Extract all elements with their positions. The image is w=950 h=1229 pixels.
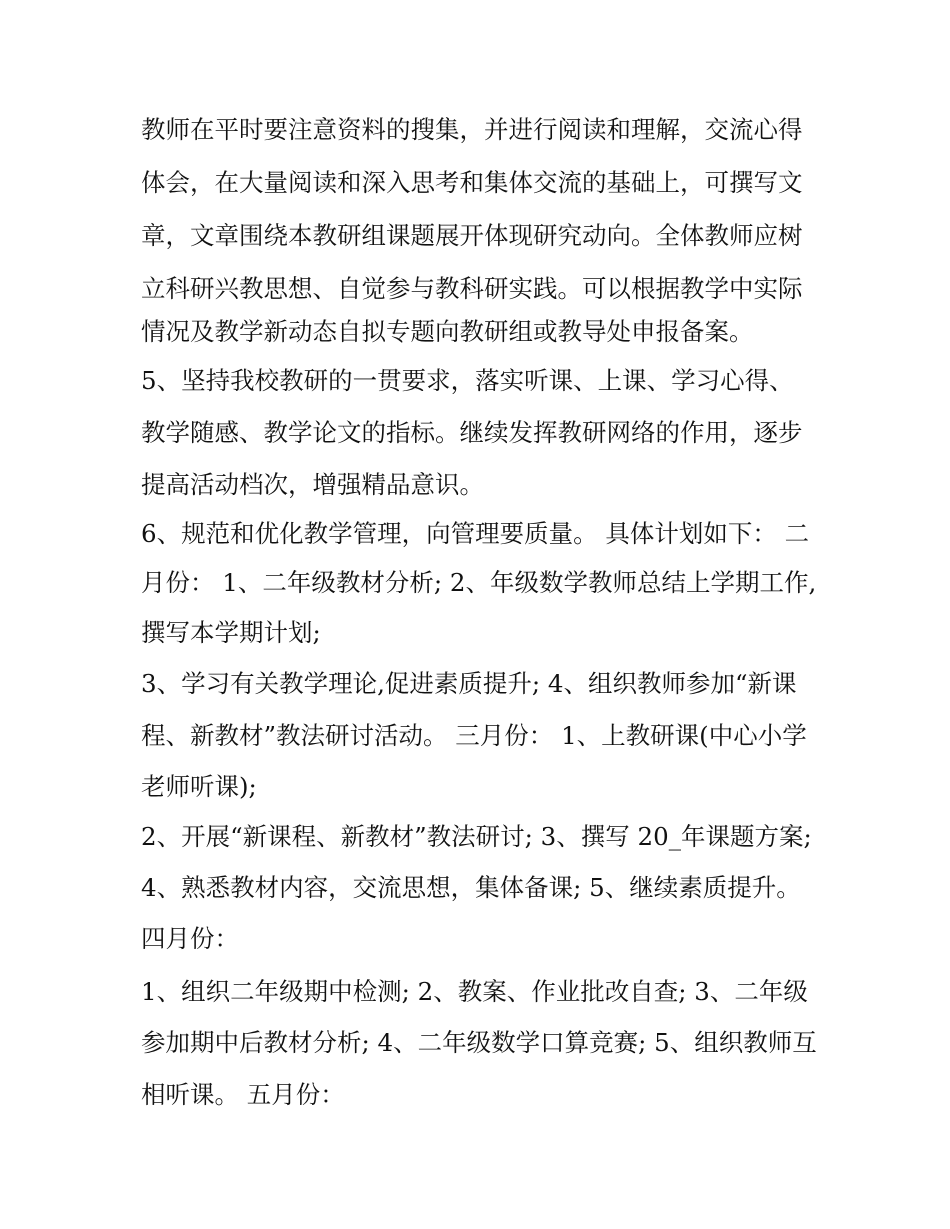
text-line: 提高活动档次，增强精品意识。 <box>141 470 484 499</box>
text-line: 体会，在大量阅读和深入思考和集体交流的基础上，可撰写文 <box>141 168 803 197</box>
text-line: 老师听课); <box>141 772 257 801</box>
text-line: 教学随感、教学论文的指标。继续发挥教研网络的作用，逐步 <box>141 418 803 447</box>
text-line: 2、开展“新课程、新教材”教法研讨; 3、撰写 20_年课题方案; <box>141 822 812 851</box>
text-line: 四月份： <box>141 924 239 953</box>
text-line: 章，文章围绕本教研组课题展开体现研究动向。全体教师应树 <box>141 221 803 250</box>
text-line: 参加期中后教材分析; 4、二年级数学口算竞赛; 5、组织教师互 <box>141 1028 817 1057</box>
text-line: 程、新教材”教法研讨活动。 三月份： 1、上教研课(中心小学 <box>141 721 807 750</box>
text-line: 3、学习有关教学理论,促进素质提升; 4、组织教师参加“新课 <box>141 669 797 698</box>
text-line: 4、熟悉教材内容，交流思想，集体备课; 5、继续素质提升。 <box>141 873 801 902</box>
text-line: 撰写本学期计划; <box>141 618 321 647</box>
text-line: 5、坚持我校教研的一贯要求，落实听课、上课、学习心得、 <box>141 366 794 395</box>
text-line: 6、规范和优化教学管理，向管理要质量。 具体计划如下： 二 <box>141 519 810 548</box>
text-line: 情况及教学新动态自拟专题向教研组或教导处申报备案。 <box>141 317 754 346</box>
text-line: 月份： 1、二年级教材分析; 2、年级数学教师总结上学期工作, <box>141 568 817 597</box>
text-line: 相听课。 五月份： <box>141 1080 345 1109</box>
text-line: 1、组织二年级期中检测; 2、教案、作业批改自查; 3、二年级 <box>141 977 808 1006</box>
text-line: 教师在平时要注意资料的搜集，并进行阅读和理解，交流心得 <box>141 115 803 144</box>
text-line: 立科研兴教思想、自觉参与教科研实践。可以根据教学中实际 <box>141 274 803 303</box>
